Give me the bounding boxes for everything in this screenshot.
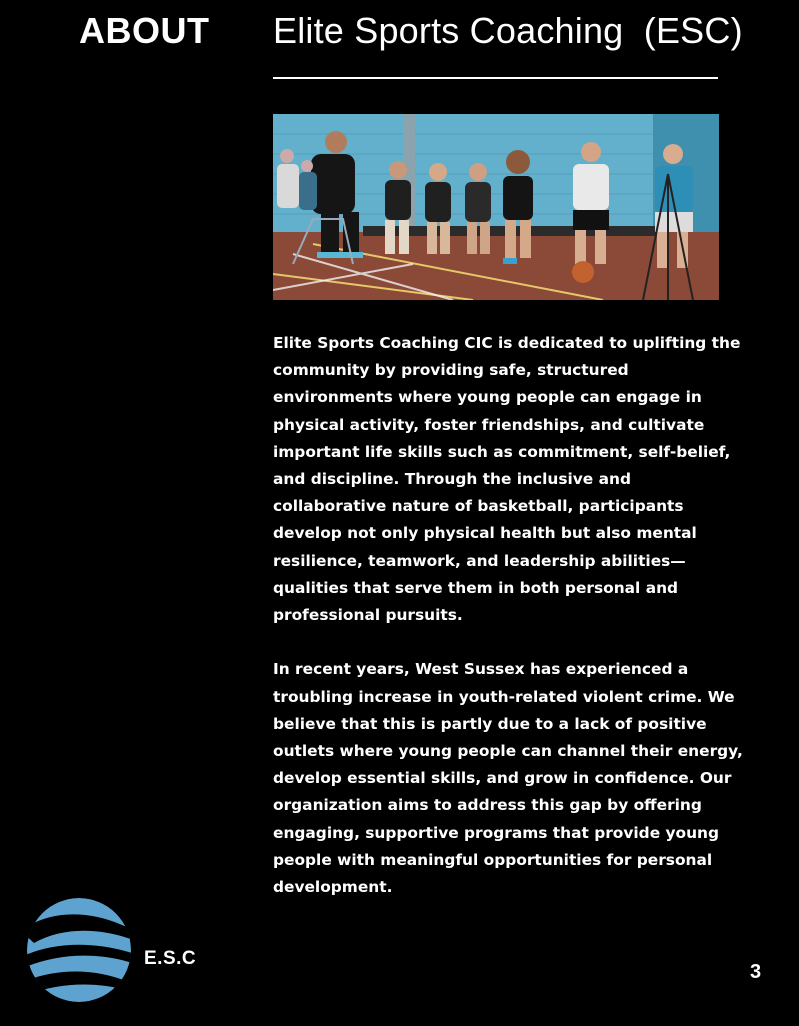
team-huddle-photo [273, 114, 719, 300]
body-text [273, 330, 743, 928]
paragraph-context: In recent years, West Sussex has experienced a troubling increase in youth-related violent crime. We believe that this is partly due to a lack of positive outlets where young people can channel their energy, develop essential skills, and grow in confidence. Our organization aims to address this gap by offering engaging, supportive programs that provide young people with meaningful opportunities for personal development. [273, 660, 743, 897]
esc-logo-icon [26, 897, 132, 1003]
page-number: 3 [750, 961, 762, 983]
title-divider [273, 77, 718, 79]
logo-text: E.S.C [144, 948, 197, 969]
paragraph-mission: Elite Sports Coaching CIC is dedicated to uplifting the community by providing safe, structured environments where young people can engage in physical activity, foster friendships, and cultivate important life skills such as commitment, self-belief, and discipline. Through the inclusive and collaborative nature of basketball, participants develop not only physical health but also mental resilience, teamwork, and leadership abilities—qualities that serve them in both personal and professional pursuits. [273, 334, 741, 625]
section-label: ABOUT [79, 10, 210, 51]
document-title: Elite Sports Coaching (ESC) [273, 10, 743, 51]
